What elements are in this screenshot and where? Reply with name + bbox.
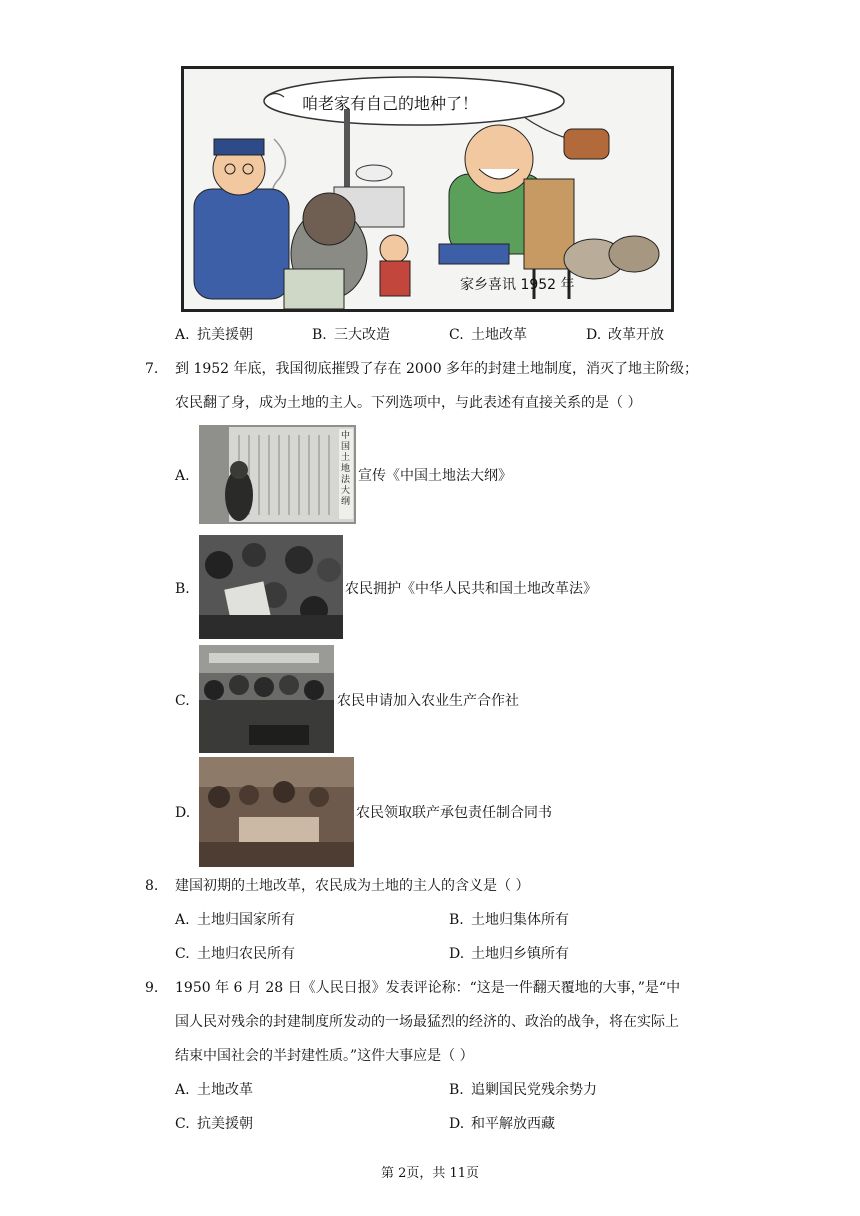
q6-option-c[interactable] (449, 325, 527, 345)
q9-option-b[interactable] (449, 1080, 597, 1100)
option-letter: C. (449, 327, 464, 343)
q7-option-d-text[interactable]: 农民领取联产承包责任制合同书 (356, 805, 552, 821)
option-letter: D. (449, 946, 465, 962)
q6-option-d[interactable] (586, 325, 664, 345)
page-footer: 第 2页，共 11页 (380, 1166, 480, 1181)
q8-option-c[interactable] (175, 944, 295, 964)
cartoon-caption: 家乡喜讯 1952 年 (460, 277, 575, 293)
q7-option-c-letter[interactable]: C. (175, 693, 190, 709)
option-text: 土地改革 (197, 1082, 253, 1098)
option-text: 土地改革 (471, 327, 527, 343)
q7-option-d-letter[interactable]: D. (175, 805, 191, 821)
option-letter: B. (312, 327, 327, 343)
q8-option-d[interactable] (449, 944, 569, 964)
q9-stem-line2: 国人民对残余的封建制度所发动的一场最猛烈的经济的、政治的战争，将在实际上 (175, 1014, 679, 1030)
option-text: 抗美援朝 (197, 327, 253, 343)
q7-option-b-photo (199, 535, 343, 639)
option-text: 改革开放 (608, 327, 664, 343)
q9-stem-line1: 1950 年 6 月 28 日《人民日报》发表评论称：“这是一件翻天覆地的大事，”是“中 (175, 980, 681, 996)
option-letter: D. (586, 327, 602, 343)
option-text: 土地归集体所有 (471, 912, 569, 928)
option-letter: A. (175, 1082, 190, 1098)
q6-option-b[interactable] (312, 325, 390, 345)
option-letter: A. (175, 912, 190, 928)
q7-option-a-text[interactable]: 宣传《中国土地法大纲》 (358, 468, 512, 484)
option-letter: B. (449, 912, 464, 928)
option-text: 和平解放西藏 (471, 1116, 555, 1132)
option-letter: B. (449, 1082, 464, 1098)
q9-option-c[interactable] (175, 1114, 253, 1134)
cartoon-speech: 咱老家有自己的地种了！ (302, 94, 479, 113)
q7-option-a-photo (199, 425, 356, 524)
q7-option-c-photo (199, 645, 334, 753)
q8-option-a[interactable] (175, 910, 295, 930)
q7-option-c-text[interactable]: 农民申请加入农业生产合作社 (337, 693, 519, 709)
option-letter: D. (449, 1116, 465, 1132)
q7-option-d-photo (199, 757, 354, 867)
q7-option-b-letter[interactable]: B. (175, 581, 190, 597)
q6-option-a[interactable] (175, 325, 253, 345)
option-text: 抗美援朝 (197, 1116, 253, 1132)
q7-stem-line1: 到 1952 年底，我国彻底摧毁了存在 2000 多年的封建土地制度，消灭了地主阶级； (175, 361, 699, 377)
q7-number: 7. (145, 361, 159, 377)
q7-option-b-text[interactable]: 农民拥护《中华人民共和国土地改革法》 (345, 581, 597, 597)
q8-option-b[interactable] (449, 910, 569, 930)
q9-stem-line3: 结束中国社会的半封建性质。”这件大事应是（ ） (175, 1048, 474, 1064)
photo-heading-text: 中国土地法大纲 (341, 431, 351, 507)
cartoon-illustration (181, 66, 674, 312)
q8-stem: 建国初期的土地改革，农民成为土地的主人的含义是（ ） (175, 878, 530, 894)
option-text: 土地归国家所有 (197, 912, 295, 928)
option-text: 三大改造 (334, 327, 390, 343)
option-text: 追剿国民党残余势力 (471, 1082, 597, 1098)
q8-number: 8. (145, 878, 159, 894)
q9-option-d[interactable] (449, 1114, 555, 1134)
option-letter: C. (175, 946, 190, 962)
option-letter: A. (175, 327, 190, 343)
q7-stem-line2: 农民翻了身，成为土地的主人。下列选项中，与此表述有直接关系的是（ ） (175, 395, 642, 411)
q9-number: 9. (145, 980, 159, 996)
option-text: 土地归农民所有 (197, 946, 295, 962)
option-letter: C. (175, 1116, 190, 1132)
q9-option-a[interactable] (175, 1080, 253, 1100)
q7-option-a-letter[interactable]: A. (175, 468, 190, 484)
option-text: 土地归乡镇所有 (471, 946, 569, 962)
